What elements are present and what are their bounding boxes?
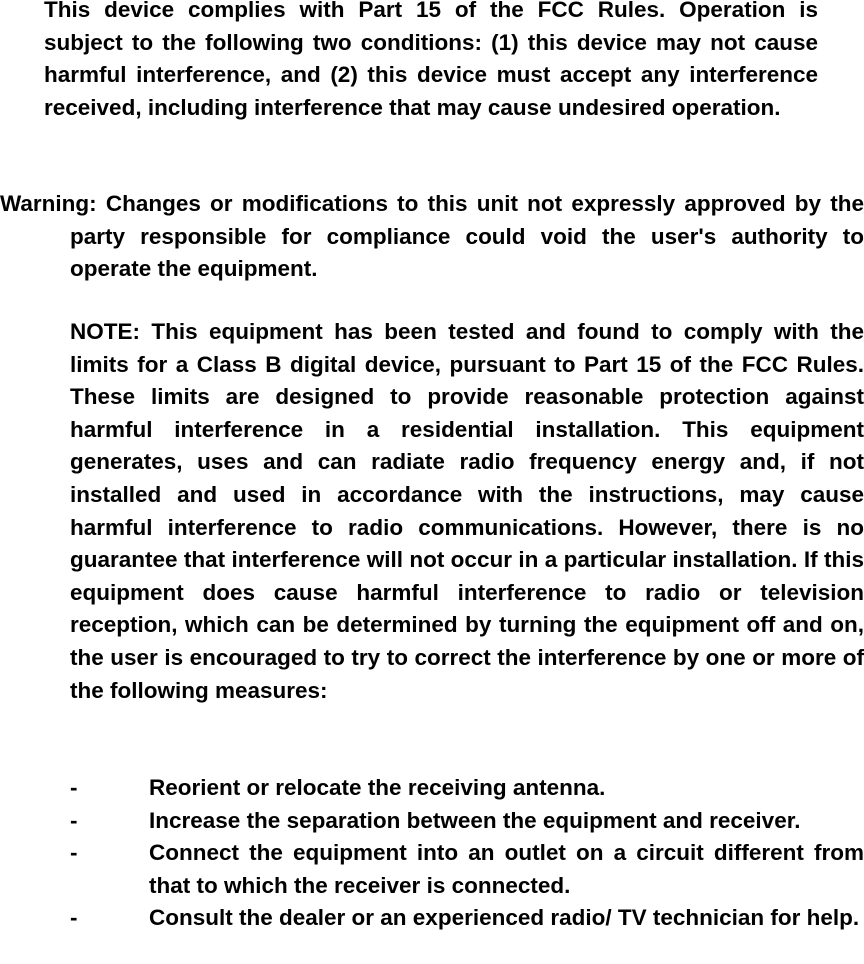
list-item [70,837,864,902]
warning-paragraph: Warning: Changes or modifications to this unit not expressly approved by the party responsible for compliance could void the user's authority to operate the equipment. [0,191,864,282]
measure-reorient-antenna: Reorient or relocate the receiving antenna. [149,775,606,800]
list-item [70,902,864,935]
measure-different-circuit: Connect the equipment into an outlet on a circuit different from that to which the receiver is connected. [149,840,864,898]
list-bullet: - [70,775,78,800]
measure-consult-dealer: Consult the dealer or an experienced radio/ TV technician for help. [149,905,860,931]
measure-increase-separation: Increase the separation between the equipment and receiver. [149,807,801,833]
list-item [70,805,864,838]
list-bullet: - [70,905,78,931]
list-item [70,772,864,805]
list-bullet: - [70,807,78,833]
measures-list [70,772,864,935]
fcc-compliance-paragraph: This device complies with Part 15 of the FCC Rules. Operation is subject to the following two conditions: (1) this device may not cause harmful interference, and (2) this device must accept any interference received, including interference that may cause undesired operation. [44,0,818,120]
note-paragraph: NOTE: This equipment has been tested and found to comply with the limits for a Class B digital device, pursuant to Part 15 of the FCC Rules. These limits are designed to provide reasonable protection against harmful interference in a residential installation. This equipment generates, uses and can radiate radio frequency energy and, if not installed and used in accordance with the instructions, may cause harmful interference to radio communications. However, there is no guarantee that interference will not occur in a particular installation. If this equipment does cause harmful interference to radio or television reception, which can be determined by turning the equipment off and on, the user is encouraged to try to correct the interference by one or more of the following measures: [70,319,864,703]
list-bullet: - [70,840,78,866]
